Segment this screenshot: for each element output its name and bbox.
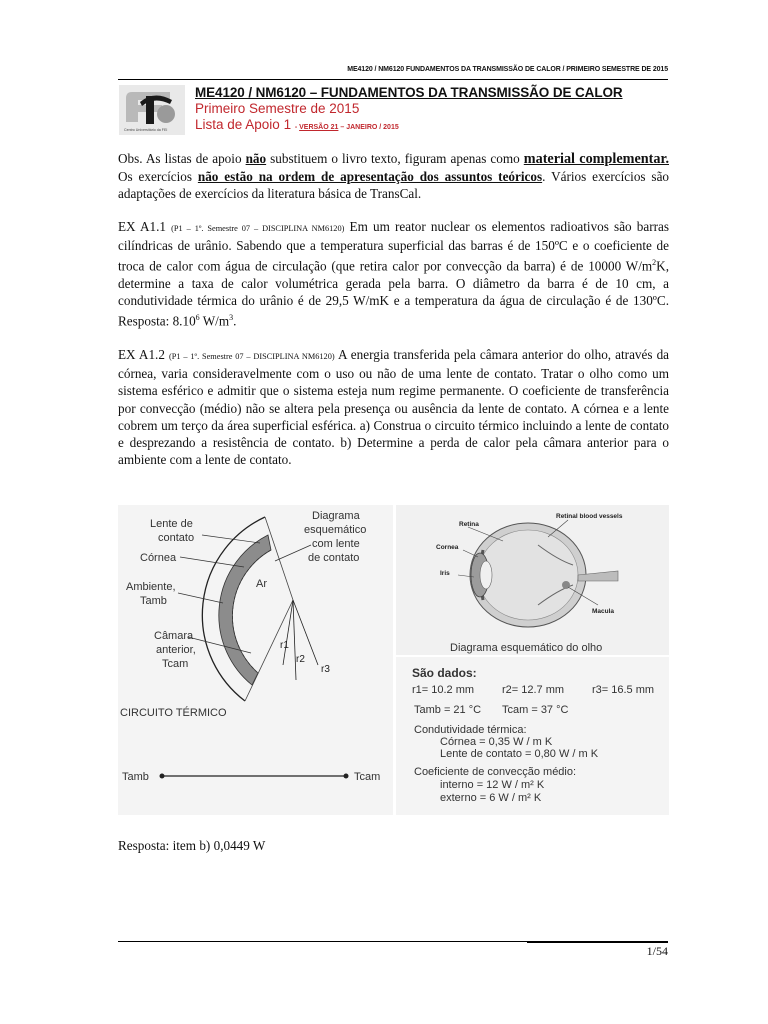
label-tamb: Tamb	[122, 771, 149, 783]
label-diagrama-2: esquemático	[304, 524, 367, 536]
page-number: 1/54	[646, 944, 668, 958]
label-retinal-vessels: Retinal blood vessels	[556, 513, 623, 520]
obs-paragraph: Obs. As listas de apoio não substituem o livro texto, figuram apenas como material complementar. Os exercícios não estão na ordem de apresentação dos assuntos teóricos. Vários exercícios são adaptações de exercícios da literatura básica de TransCal.	[118, 151, 670, 202]
semester: Primeiro Semestre de 2015	[195, 101, 360, 116]
dados-tcam: Tcam = 37 °C	[502, 704, 569, 716]
label-diagrama-1: Diagrama	[312, 510, 360, 522]
label-ambiente-1: Ambiente,	[126, 581, 176, 593]
logo-caption: Centro Universitário da FEI	[124, 128, 168, 132]
label-macula: Macula	[592, 608, 615, 615]
version: VERSÃO 21	[299, 124, 339, 131]
label-retina: Retina	[459, 521, 479, 528]
label-lente-2: contato	[158, 532, 195, 544]
course-title: ME4120 / NM6120 – FUNDAMENTOS DA TRANSMISSÃO DE CALOR	[195, 85, 623, 100]
label-ar: Ar	[256, 578, 267, 590]
footer-rule-bold	[527, 941, 668, 943]
answer: Resposta: item b) 0,0449 W	[118, 838, 266, 853]
label-circuito: CIRCUITO TÉRMICO	[120, 707, 227, 719]
label-camara-3: Tcam	[162, 658, 189, 670]
eye-caption: Diagrama esquemático do olho	[450, 642, 603, 654]
dados-r1: r1= 10.2 mm	[412, 684, 475, 696]
footer-rule	[118, 941, 527, 942]
label-iris: Iris	[440, 570, 450, 577]
running-title: ME4120 / NM6120 FUNDAMENTOS DA TRANSMISSÃO DE CALOR / PRIMEIRO SEMESTRE DE 2015	[347, 66, 668, 73]
exercise-a1-2: EX A1.2 (P1 – 1º. Semestre 07 – DISCIPLINA NM6120) A energia transferida pela câmara anterior do olho, através da córnea, varia consideravelmente com o uso ou não de uma lente de contato. Tratar o olho como um sistema esférico e admitir que o sistema esteja num regime permanente. O coeficiente de transferência por convecção (médio) não se altera pela presença ou ausência da lente de contato. A córnea e a lente cobrem um terço da área superficial esférica. a) Construa o circuito térmico incluindo a lente de contato e desprezando a resistência de contato. b) Determine a perda de calor pela câmara anterior para o ambiente com a lente de contato.	[118, 347, 670, 468]
dados-r3: r3= 16.5 mm	[592, 684, 655, 696]
eye-figure	[118, 505, 669, 815]
label-camara-2: anterior,	[156, 644, 196, 656]
exercise-label: EX A1.1	[118, 219, 167, 234]
exercise-label: EX A1.2	[118, 347, 165, 362]
dados-coef: Coeficiente de convecção médio:	[414, 766, 577, 778]
label-r1: r1	[280, 640, 289, 651]
label-r2: r2	[296, 654, 305, 665]
label-cornea: Córnea	[140, 552, 177, 564]
dados-externo: externo = 6 W / m² K	[440, 792, 542, 804]
dados-tamb: Tamb = 21 °C	[414, 704, 482, 716]
exercise-ref: (P1 – 1º. Semestre 07 – DISCIPLINA NM6120)	[171, 224, 345, 233]
dados-r2: r2= 12.7 mm	[502, 684, 565, 696]
version-prefix: -	[294, 124, 300, 131]
label-lente-1: Lente de	[150, 518, 193, 530]
dados-interno: interno = 12 W / m² K	[440, 779, 545, 791]
list-name-text: Lista de Apoio 1	[195, 117, 292, 132]
dados-cond: Condutividade térmica:	[414, 724, 527, 736]
label-ambiente-2: Tamb	[140, 595, 167, 607]
label-r3: r3	[321, 664, 330, 675]
label-tcam: Tcam	[354, 771, 381, 783]
label-eye-cornea: Cornea	[436, 544, 459, 551]
label-diagrama-4: de contato	[308, 552, 360, 564]
exercise-ref: (P1 – 1º. Semestre 07 – DISCIPLINA NM6120)	[169, 352, 335, 361]
header-rule	[118, 79, 668, 80]
dados-cornea: Córnea = 0,35 W / m K	[440, 736, 553, 748]
exercise-a1-1: EX A1.1 (P1 – 1º. Semestre 07 – DISCIPLINA NM6120) Em um reator nuclear os elementos radioativos são barras cilíndricas de urânio. Sabendo que a temperatura superficial das barras é de 150ºC e o coeficiente de troca de calor com água de circulação (que retira calor por convecção da barra) é de 10000 $W/m^2K$, determine a taxa de calor volumétrica gerada pela barra. O diâmetro da barra é de 10 cm, a condutividade térmica do urânio é de 29,5 W/mK e a temperatura da água de circulação é de 130ºC. Resposta: 8.10$^6$ $W/m^3$.	[118, 219, 670, 329]
list-name	[195, 117, 399, 132]
fei-logo	[118, 84, 186, 136]
label-diagrama-3: com lente	[312, 538, 360, 550]
label-camara-1: Câmara	[154, 630, 194, 642]
dados-lente: Lente de contato = 0,80 W / m K	[440, 748, 599, 760]
dados-title: São dados:	[412, 666, 477, 680]
version-date: – JANEIRO / 2015	[338, 124, 399, 131]
